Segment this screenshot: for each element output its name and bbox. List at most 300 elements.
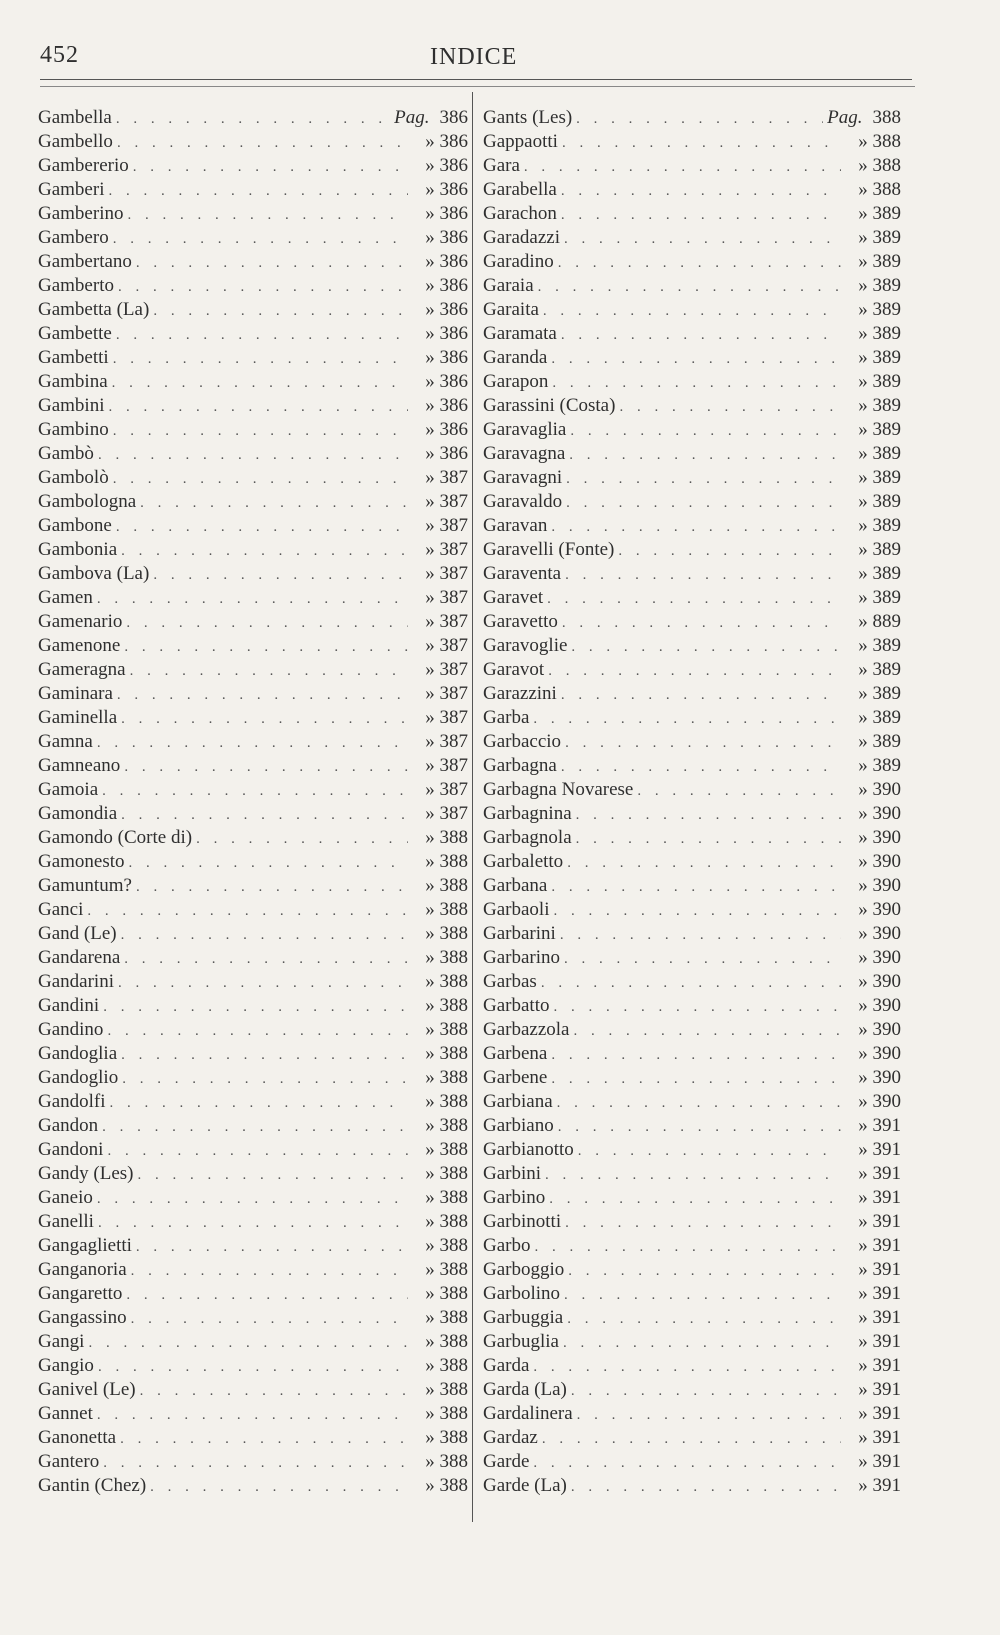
dot-leader [102,779,408,803]
page-reference: » 391 [858,1475,901,1496]
entry-page [845,274,901,298]
entry-name: Gamna [38,731,93,752]
dot-leader [88,1331,408,1355]
entry-page [845,418,901,442]
index-entry [483,1402,901,1426]
index-entry [38,562,468,586]
dot-leader [97,1403,408,1427]
dot-leader [561,683,841,707]
entry-name: Garbarini [483,923,556,944]
entry-page [412,994,468,1018]
entry-page [845,442,901,466]
entry-page [845,850,901,874]
dot-leader [541,971,841,995]
index-entry [38,778,468,802]
index-entry [38,994,468,1018]
dot-leader [118,971,408,995]
index-entry [483,274,901,298]
page-reference: » 390 [858,779,901,800]
entry-page [412,754,468,778]
entry-name: Gandarena [38,947,121,968]
index-entry [483,514,901,538]
page-reference: » 389 [858,203,901,224]
page-reference: » 388 [425,1235,468,1256]
entry-page [845,1354,901,1378]
page-reference: » 386 [425,323,468,344]
dot-leader [98,1211,408,1235]
dot-leader [558,251,841,275]
dot-leader [127,203,408,227]
dot-leader [108,179,408,203]
page-reference: » 388 [425,1067,468,1088]
entry-page [412,1378,468,1402]
dot-leader [524,155,841,179]
dot-leader [566,491,841,515]
page-reference: » 388 [425,1331,468,1352]
entry-name: Garbazzola [483,1019,570,1040]
dot-leader [131,1307,408,1331]
dot-leader [98,1355,408,1379]
dot-leader [570,419,841,443]
entry-name: Gambello [38,131,113,152]
page-reference: » 387 [425,755,468,776]
page-reference: » 389 [858,275,901,296]
column-divider [472,92,473,1522]
index-entry [483,634,901,658]
dot-leader [133,155,408,179]
entry-page [412,370,468,394]
dot-leader [557,1091,841,1115]
entry-page [412,226,468,250]
page-reference: » 391 [858,1211,901,1232]
index-entry [483,1378,901,1402]
index-entry [483,850,901,874]
index-entry [38,226,468,250]
entry-name: Gamonesto [38,851,125,872]
page-reference: » 389 [858,755,901,776]
entry-page [412,466,468,490]
dot-leader [563,1331,841,1355]
index-entry [483,1042,901,1066]
entry-name: Garbolino [483,1283,561,1304]
entry-name: Gannet [38,1403,93,1424]
dot-leader [564,947,841,971]
entry-page [412,1162,468,1186]
page-reference: » 386 [425,131,468,152]
page-reference: » 389 [858,491,901,512]
entry-name: Garadazzi [483,227,560,248]
dot-leader [542,1427,841,1451]
entry-page [412,1402,468,1426]
page-reference: » 390 [858,971,901,992]
dot-leader [553,995,841,1019]
index-entry [38,1354,468,1378]
dot-leader [150,1475,408,1499]
entry-page [412,1474,468,1498]
entry-name: Gangaretto [38,1283,123,1304]
page-reference: » 388 [425,1451,468,1472]
entry-name: Garavagna [483,443,566,464]
entry-name: Gambertano [38,251,132,272]
dot-leader [116,107,390,131]
entry-page [412,730,468,754]
page-reference: » 388 [425,923,468,944]
entry-name: Garavetto [483,611,558,632]
entry-page [412,970,468,994]
page-reference: » 390 [858,923,901,944]
entry-name: Gandini [38,995,100,1016]
index-entry [38,850,468,874]
index-entry [483,754,901,778]
entry-page [412,1018,468,1042]
dot-leader [564,1283,841,1307]
index-entry [38,1186,468,1210]
index-entry [38,106,468,130]
entry-name: Gambone [38,515,112,536]
index-entry [483,1306,901,1330]
entry-name: Gangi [38,1331,85,1352]
entry-name: Gambologna [38,491,137,512]
dot-leader [574,1019,842,1043]
entry-page [412,682,468,706]
page-reference: » 388 [425,995,468,1016]
page-reference: » 389 [858,419,901,440]
entry-page [412,1306,468,1330]
entry-name: Garba [483,707,530,728]
entry-name: Gandarini [38,971,114,992]
page-reference: » 388 [858,179,901,200]
page-reference: » 391 [858,1259,901,1280]
entry-page [845,322,901,346]
index-entry [483,1282,901,1306]
header-rule-secondary [40,86,915,87]
page-reference: » 387 [425,779,468,800]
entry-name: Gambova (La) [38,563,150,584]
entry-name: Garbuglia [483,1331,559,1352]
dot-leader [196,827,408,851]
dot-leader [571,1379,841,1403]
page-reference: » 391 [858,1307,901,1328]
dot-leader [153,299,408,323]
index-entry [483,922,901,946]
entry-name: Ganonetta [38,1427,117,1448]
dot-leader [619,395,841,419]
entry-name: Garde [483,1451,530,1472]
page-reference: » 389 [858,251,901,272]
entry-page [845,658,901,682]
entry-name: Gaminella [38,707,118,728]
entry-page [412,1138,468,1162]
entry-page [845,970,901,994]
page-reference: » 387 [425,707,468,728]
page-reference: » 389 [858,707,901,728]
page-reference: » 388 [425,1427,468,1448]
dot-leader [564,227,841,251]
index-column-left [38,106,468,1498]
entry-name: Gambolò [38,467,109,488]
dot-leader [543,299,841,323]
page-reference: » 389 [858,227,901,248]
entry-page [845,874,901,898]
entry-name: Garbena [483,1043,548,1064]
entry-name: Gamberino [38,203,124,224]
index-entry [38,1330,468,1354]
dot-leader [551,1067,841,1091]
entry-page [412,538,468,562]
entry-name: Gambetta (La) [38,299,150,320]
page-reference: » 386 [425,419,468,440]
page-reference: » 391 [858,1427,901,1448]
index-entry [38,634,468,658]
index-entry [38,826,468,850]
entry-page [412,586,468,610]
entry-name: Gamberi [38,179,105,200]
index-entry [483,1450,901,1474]
entry-page [412,274,468,298]
index-entry [483,250,901,274]
index-entry [38,706,468,730]
dot-leader [561,179,841,203]
page-reference: » 389 [858,587,901,608]
page-reference: » 390 [858,947,901,968]
page-reference: » 389 [858,563,901,584]
index-entry [483,178,901,202]
entry-name: Gandon [38,1115,99,1136]
dot-leader [568,1259,841,1283]
index-entry [38,250,468,274]
page-title: INDICE [430,44,518,70]
index-entry [38,1114,468,1138]
entry-name: Garbinotti [483,1211,562,1232]
entry-name: Garavan [483,515,548,536]
dot-leader [121,1043,408,1067]
dot-leader [117,131,408,155]
entry-name: Gandoglio [38,1067,119,1088]
entry-name: Gambino [38,419,109,440]
entry-name: Gamen [38,587,93,608]
entry-page [845,778,901,802]
dot-leader [126,611,408,635]
entry-page [412,250,468,274]
index-entry [38,1402,468,1426]
page-reference: » 386 [425,203,468,224]
entry-name: Gants (Les) [483,107,573,128]
dot-leader [113,467,408,491]
index-entry [483,562,901,586]
dot-leader [121,923,408,947]
page-reference: » 390 [858,995,901,1016]
dot-leader [140,491,408,515]
index-entry [38,178,468,202]
index-entry [483,802,901,826]
entry-name: Ganeio [38,1187,93,1208]
entry-name: Gambina [38,371,108,392]
entry-page [845,394,901,418]
entry-name: Gamneano [38,755,121,776]
index-entry [38,946,468,970]
entry-page [412,658,468,682]
index-entry [483,346,901,370]
dot-leader [549,1187,841,1211]
index-entry [483,466,901,490]
index-entry [38,658,468,682]
dot-leader [112,371,408,395]
dot-leader [98,443,408,467]
page-reference: » 388 [425,1187,468,1208]
entry-name: Gamberto [38,275,114,296]
page-reference: » 389 [858,323,901,344]
entry-name: Garbatto [483,995,550,1016]
page-reference: » 391 [858,1451,901,1472]
dot-leader [561,755,841,779]
page-reference: » 391 [858,1355,901,1376]
entry-name: Gameragna [38,659,126,680]
dot-leader [107,1139,408,1163]
entry-name: Gamenario [38,611,123,632]
dot-leader [618,539,841,563]
entry-name: Garamata [483,323,557,344]
index-entry [483,586,901,610]
entry-name: Gambella [38,107,112,128]
index-entry [38,874,468,898]
page-reference: » 388 [425,875,468,896]
page-reference: » 386 [425,299,468,320]
entry-page [412,322,468,346]
entry-page [412,778,468,802]
page-reference: » 387 [425,635,468,656]
index-entry [483,1018,901,1042]
index-entry [38,1090,468,1114]
page-reference: » 387 [425,803,468,824]
entry-page [412,1330,468,1354]
entry-name: Gappaotti [483,131,558,152]
index-entry [483,682,901,706]
entry-name: Garavet [483,587,544,608]
index-entry [483,610,901,634]
entry-page [412,514,468,538]
entry-page [845,610,901,634]
entry-page [412,1234,468,1258]
index-entry [483,1426,901,1450]
page-reference: » 389 [858,515,901,536]
index-entry [483,994,901,1018]
entry-page [412,202,468,226]
entry-name: Gambini [38,395,105,416]
entry-name: Garbana [483,875,548,896]
page-reference: » 386 [425,227,468,248]
entry-name: Gambonia [38,539,118,560]
index-entry [483,1066,901,1090]
entry-page [412,394,468,418]
dot-leader [121,707,408,731]
page-reference: » 390 [858,1091,901,1112]
page-reference: » 390 [858,1043,901,1064]
index-entry [483,202,901,226]
entry-page [845,178,901,202]
page-reference: » 388 [425,1139,468,1160]
page-reference: » 386 [425,347,468,368]
entry-name: Garbagna Novarese [483,779,634,800]
entry-name: Garadino [483,251,554,272]
entry-name: Garazzini [483,683,557,704]
index-entry [38,898,468,922]
index-entry [483,970,901,994]
page-reference: » 389 [858,683,901,704]
index-entry [38,1234,468,1258]
entry-name: Gara [483,155,520,176]
dot-leader [551,515,841,539]
page-reference: 388 [872,107,901,128]
page-reference: » 388 [425,899,468,920]
dot-leader [551,875,841,899]
entry-name: Gandino [38,1019,104,1040]
index-entry [483,370,901,394]
index-entry [483,826,901,850]
entry-page [412,1450,468,1474]
page-reference: » 389 [858,635,901,656]
index-entry [483,1258,901,1282]
index-entry [483,418,901,442]
page-reference: » 388 [425,1043,468,1064]
entry-page [845,946,901,970]
entry-name: Gambò [38,443,94,464]
entry-name: Gangio [38,1355,94,1376]
entry-name: Gangaglietti [38,1235,132,1256]
entry-page [845,154,901,178]
entry-page [412,946,468,970]
index-entry [483,490,901,514]
page-reference: » 391 [858,1163,901,1184]
index-entry [38,322,468,346]
dot-leader [121,803,408,827]
index-entry [483,1138,901,1162]
dot-leader [130,659,408,683]
entry-page [845,538,901,562]
entry-name: Garbaletto [483,851,564,872]
index-entry [483,322,901,346]
page-reference: » 388 [425,1403,468,1424]
dot-leader [565,563,841,587]
entry-page [412,874,468,898]
entry-page [412,1042,468,1066]
entry-page [412,490,468,514]
index-entry [38,394,468,418]
entry-name: Gamuntum? [38,875,132,896]
dot-leader [97,587,408,611]
entry-page [845,706,901,730]
dot-leader [131,1259,408,1283]
index-entry [483,1114,901,1138]
entry-page [412,634,468,658]
header-rule [40,79,912,80]
entry-name: Garbuggia [483,1307,564,1328]
page-reference: » 386 [425,155,468,176]
page-reference: » 389 [858,731,901,752]
page-number: 452 [40,42,79,68]
page-reference: » 390 [858,851,901,872]
index-column-right [483,106,901,1498]
page-reference: » 388 [425,1163,468,1184]
entry-page [845,1138,901,1162]
page-reference: » 388 [425,851,468,872]
index-entry [483,1354,901,1378]
entry-page [412,1210,468,1234]
entry-page [845,490,901,514]
entry-name: Gand (Le) [38,923,117,944]
page-reference: » 388 [425,1355,468,1376]
entry-name: Garbino [483,1187,546,1208]
entry-name: Gantero [38,1451,100,1472]
